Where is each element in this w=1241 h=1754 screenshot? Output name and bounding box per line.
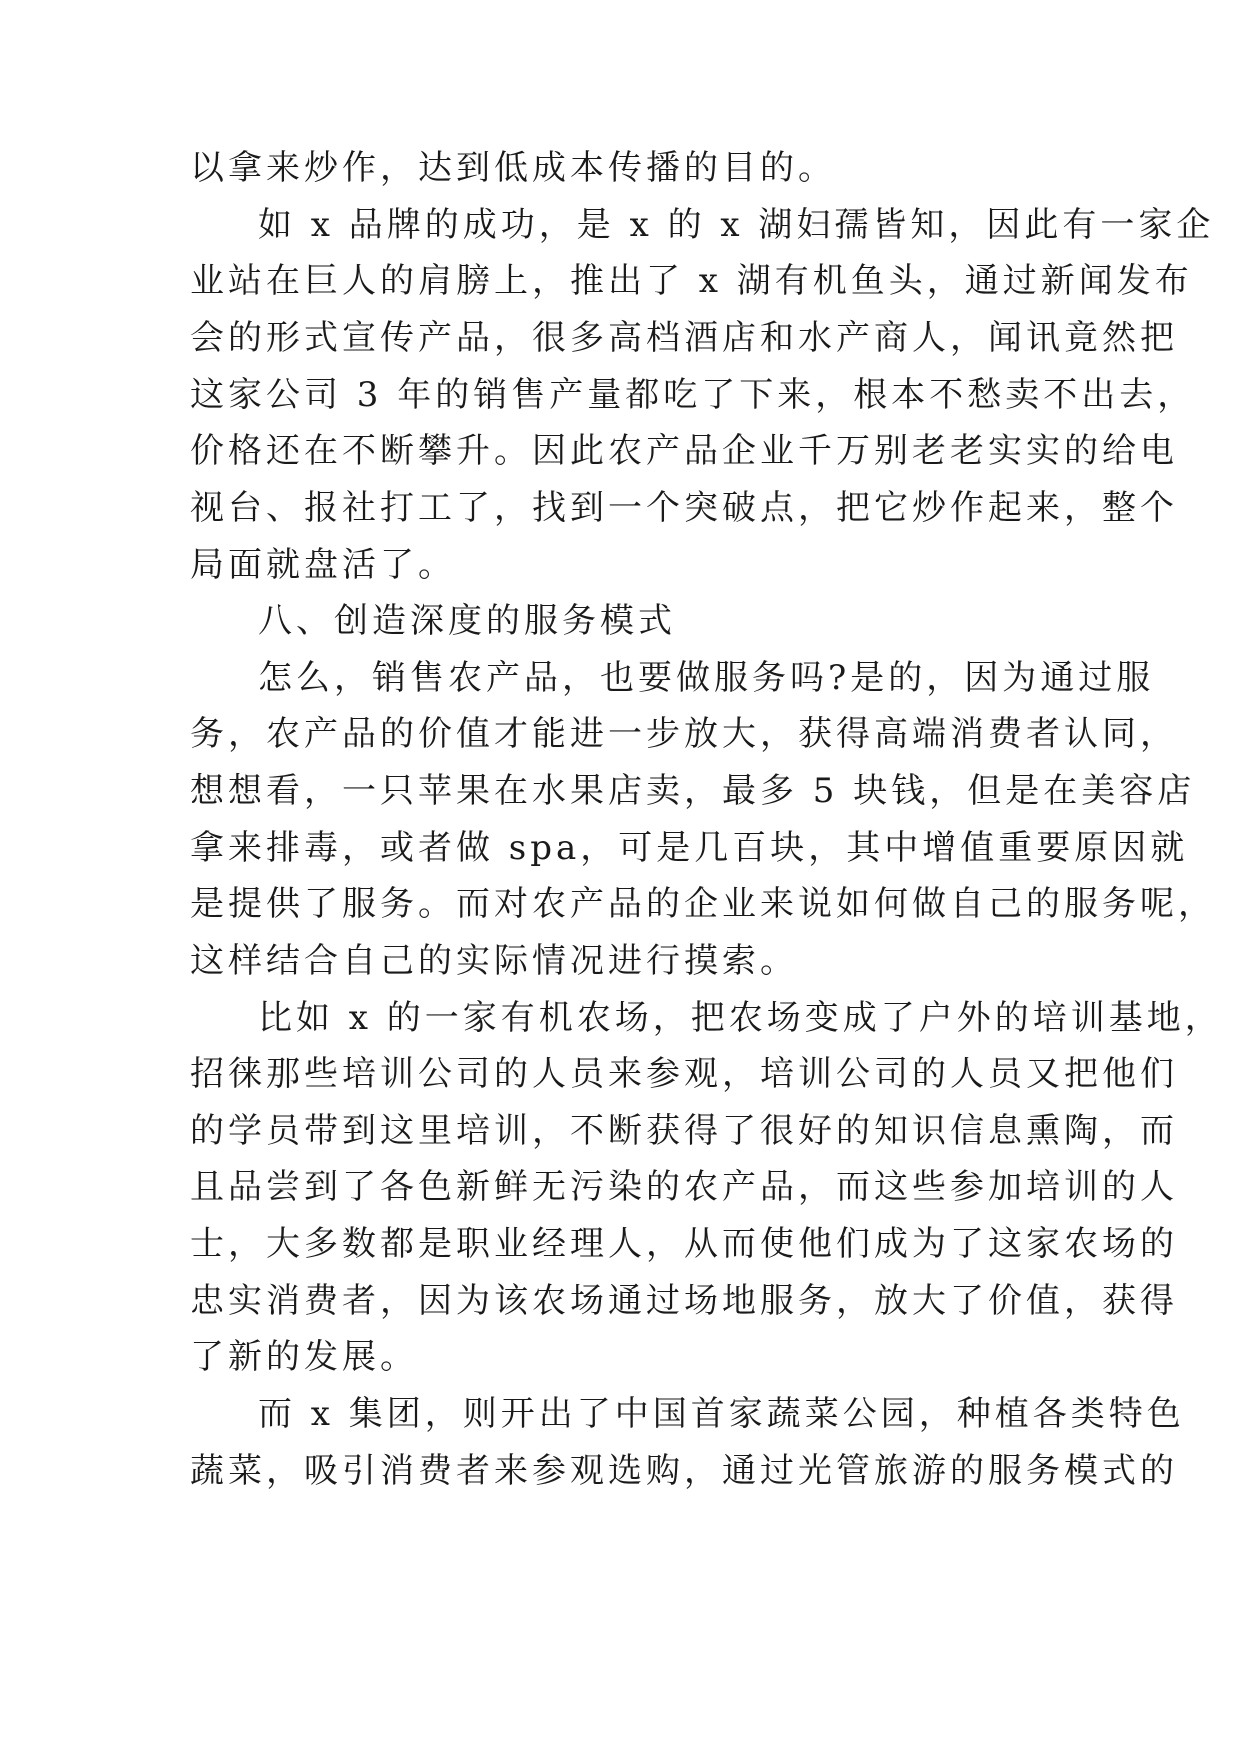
text-line: 务，农产品的价值才能进一步放大，获得高端消费者认同， [190,714,1178,754]
paragraph-start-line: 比如 x 的一家有机农场，把农场变成了户外的培训基地， [258,998,1223,1038]
paragraph-start-line: 而 x 集团，则开出了中国首家蔬菜公园，种植各类特色 [258,1394,1185,1434]
text-line: 且品尝到了各色新鲜无污染的农产品，而这些参加培训的人 [190,1167,1178,1207]
text-line: 拿来排毒，或者做 spa，可是几百块，其中增值重要原因就 [190,828,1189,868]
text-line: 这家公司 3 年的销售产量都吃了下来，根本不愁卖不出去， [190,375,1196,415]
text-line: 的学员带到这里培训，不断获得了很好的知识信息熏陶，而 [190,1111,1178,1151]
text-line: 以拿来炒作，达到低成本传播的目的。 [190,148,836,188]
text-line: 价格还在不断攀升。因此农产品企业千万别老老实实的给电 [190,431,1178,471]
text-line: 视台、报社打工了，找到一个突破点，把它炒作起来，整个 [190,488,1178,528]
text-line: 想想看，一只苹果在水果店卖，最多 5 块钱，但是在美容店 [190,771,1196,811]
text-line: 是提供了服务。而对农产品的企业来说如何做自己的服务呢， [190,884,1216,924]
section-heading: 八、创造深度的服务模式 [258,601,676,641]
text-line: 这样结合自己的实际情况进行摸索。 [190,941,798,981]
text-line: 局面就盘活了。 [190,545,456,585]
text-line: 业站在巨人的肩膀上，推出了 x 湖有机鱼头，通过新闻发布 [190,261,1193,301]
text-line: 会的形式宣传产品，很多高档酒店和水产商人，闻讯竟然把 [190,318,1178,358]
text-line: 了新的发展。 [190,1337,418,1377]
text-line: 招徕那些培训公司的人员来参观，培训公司的人员又把他们 [190,1054,1178,1094]
text-line: 蔬菜，吸引消费者来参观选购，通过光管旅游的服务模式的 [190,1451,1178,1491]
paragraph-start-line: 怎么，销售农产品，也要做服务吗?是的，因为通过服 [258,658,1155,698]
paragraph-start-line: 如 x 品牌的成功，是 x 的 x 湖妇孺皆知，因此有一家企 [258,205,1215,245]
text-line: 忠实消费者，因为该农场通过场地服务，放大了价值，获得 [190,1281,1178,1321]
text-line: 士，大多数都是职业经理人，从而使他们成为了这家农场的 [190,1224,1178,1264]
